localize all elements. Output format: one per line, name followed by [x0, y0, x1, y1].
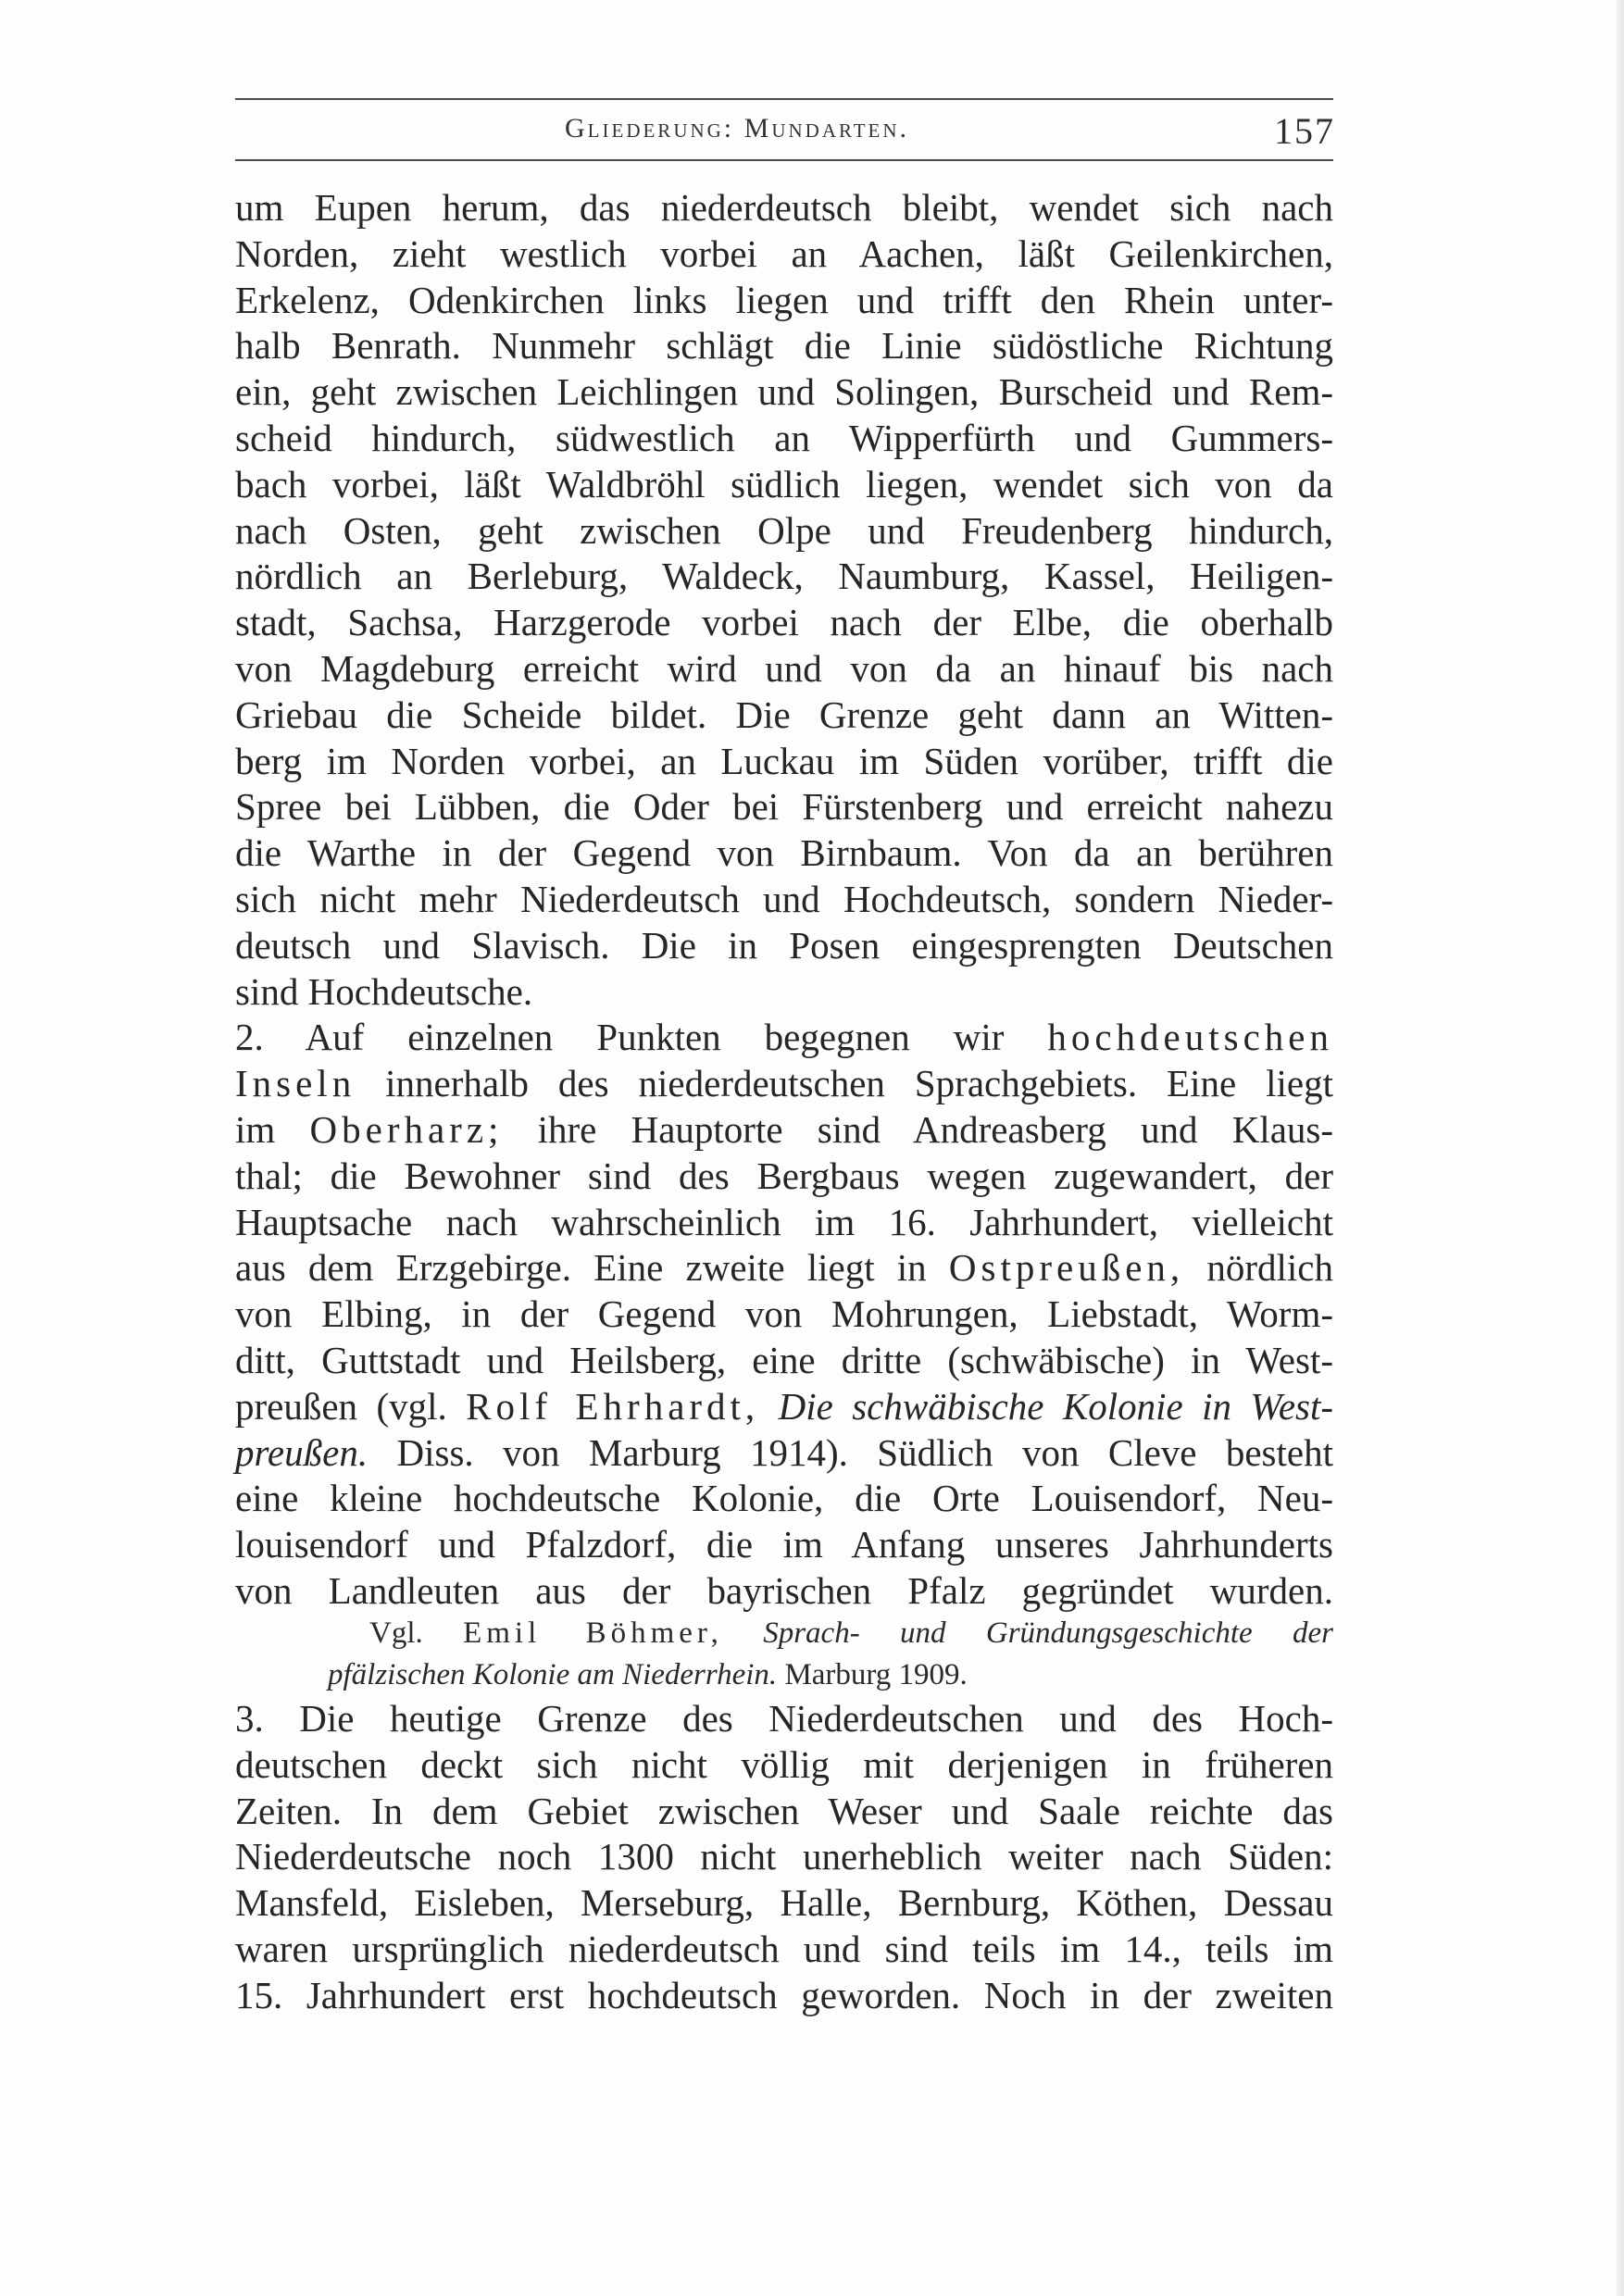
text-segment: aus dem Erzgebirge. Eine zweite liegt in — [235, 1246, 927, 1290]
text-line: sind Hochdeutsche. — [235, 969, 533, 1013]
text-line: thal; die Bewohner sind des Bergbaus wegen zugewandert, der — [235, 1154, 1333, 1197]
text-line: nach Osten, geht zwischen Olpe und Freudenberg hindurch, — [235, 508, 1333, 552]
text-line: ein, geht zwischen Leichlingen und Solingen, Burscheid und Rem- — [235, 370, 1333, 414]
text-line: berg im Norden vorbei, an Luckau im Süden vorüber, trifft die — [235, 739, 1333, 782]
text-line: sich nicht mehr Niederdeutsch und Hochdeutsch, sondern Nieder- — [235, 877, 1333, 920]
text-segment: innerhalb des niederdeutschen Sprachgebiets. Eine liegt — [385, 1062, 1333, 1105]
text-segment: preußen (vgl. — [235, 1384, 447, 1428]
page-number: 157 — [1274, 110, 1335, 152]
text-line: waren ursprünglich niederdeutsch und sind teils im 14., teils im — [235, 1927, 1333, 1970]
reference-note — [235, 1613, 1333, 1696]
main-text-continued — [235, 1696, 1333, 2019]
text-segment: Vgl. — [369, 1616, 423, 1650]
text-segment: ihre Hauptorte sind Andreasberg und Klaus- — [537, 1107, 1334, 1151]
book-title: preußen. — [235, 1430, 369, 1474]
note-line — [235, 1654, 1333, 1696]
spaced-term: hochdeutschen — [1047, 1016, 1333, 1059]
text-line: von Magdeburg erreicht wird und von da an hinauf bis nach — [235, 646, 1333, 690]
text-line: eine kleine hochdeutsche Kolonie, die Orte Louisendorf, Neu- — [235, 1477, 1333, 1520]
text-line: 15. Jahrhundert erst hochdeutsch geworden. Noch in der zweiten — [235, 1973, 1333, 2016]
spaced-term: Oberharz; — [309, 1107, 504, 1151]
running-head: Gliederung: Mundarten. — [565, 113, 910, 144]
text-segment: Diss. von Marburg 1914). Südlich von Cleve besteht — [396, 1430, 1333, 1474]
book-title: Die schwäbische Kolonie in West- — [778, 1384, 1334, 1428]
text-line: Erkelenz, Odenkirchen links liegen und trifft den Rhein unter- — [235, 278, 1333, 321]
text-line: um Eupen herum, das niederdeutsch bleibt, wendet sich nach — [235, 186, 1333, 229]
spaced-term: Inseln — [235, 1062, 356, 1105]
text-line: scheid hindurch, südwestlich an Wipperfürth und Gummers- — [235, 416, 1333, 459]
main-text — [235, 185, 1333, 1615]
text-line — [235, 1061, 1333, 1107]
text-line: von Elbing, in der Gegend von Mohrungen, Liebstadt, Worm- — [235, 1292, 1333, 1336]
text-line: ditt, Guttstadt und Heilsberg, eine dritte (schwäbische) in West- — [235, 1338, 1333, 1381]
text-line — [235, 1107, 1333, 1154]
text-line: Hauptsache nach wahrscheinlich im 16. Jahrhundert, vielleicht — [235, 1200, 1333, 1243]
page-edge-shadow — [1617, 0, 1624, 2296]
text-line: nördlich an Berleburg, Waldeck, Naumburg, Kassel, Heiligen- — [235, 555, 1333, 598]
text-line — [235, 1015, 1333, 1061]
author-name: Emil Böhmer, — [463, 1616, 723, 1650]
text-line: louisendorf und Pfalzdorf, die im Anfang unseres Jahrhunderts — [235, 1523, 1333, 1566]
text-line: deutschen deckt sich nicht völlig mit derjenigen in früheren — [235, 1742, 1333, 1786]
text-line: 3. Die heutige Grenze des Niederdeutschen und des Hoch- — [235, 1697, 1333, 1740]
text-segment: im — [235, 1107, 276, 1151]
text-segment: nördlich — [1206, 1246, 1333, 1290]
text-line: halb Benrath. Nunmehr schlägt die Linie südöstliche Richtung — [235, 324, 1333, 368]
header-rule-bottom — [235, 159, 1333, 161]
text-segment: 2. Auf einzelnen Punkten begegnen wir — [235, 1016, 1005, 1059]
text-line: Niederdeutsche noch 1300 nicht unerheblich weiter nach Süden: — [235, 1835, 1333, 1878]
book-title: Sprach- und Gründungsgeschichte der — [763, 1616, 1333, 1650]
text-line — [235, 1245, 1333, 1292]
text-line: Griebau die Scheide bildet. Die Grenze geht dann an Witten- — [235, 693, 1333, 736]
author-name: Rolf Ehrhardt, — [466, 1384, 760, 1428]
text-line: die Warthe in der Gegend von Birnbaum. Von da an berühren — [235, 831, 1333, 875]
text-line: Mansfeld, Eisleben, Merseburg, Halle, Bernburg, Köthen, Dessau — [235, 1881, 1333, 1925]
note-line — [235, 1613, 1333, 1654]
text-line: Norden, zieht westlich vorbei an Aachen, läßt Geilenkirchen, — [235, 231, 1333, 275]
spaced-term: Ostpreußen, — [948, 1246, 1185, 1290]
text-line: stadt, Sachsa, Harzgerode vorbei nach der Elbe, die oberhalb — [235, 601, 1333, 644]
text-line: Spree bei Lübben, die Oder bei Fürstenberg und erreicht nahezu — [235, 785, 1333, 829]
text-segment: Marburg 1909. — [784, 1658, 968, 1691]
text-line: von Landleuten aus der bayrischen Pfalz gegründet wurden. — [235, 1568, 1333, 1612]
text-line: deutsch und Slavisch. Die in Posen eingesprengten Deutschen — [235, 923, 1333, 967]
text-line: bach vorbei, läßt Waldbröhl südlich liegen, wendet sich von da — [235, 462, 1333, 505]
text-line: Zeiten. In dem Gebiet zwischen Weser und Saale reichte das — [235, 1789, 1333, 1832]
text-line — [235, 1430, 1333, 1477]
text-line — [235, 1384, 1333, 1430]
header-rule-top — [235, 98, 1333, 100]
book-title: pfälzischen Kolonie am Niederrhein. — [328, 1658, 778, 1691]
